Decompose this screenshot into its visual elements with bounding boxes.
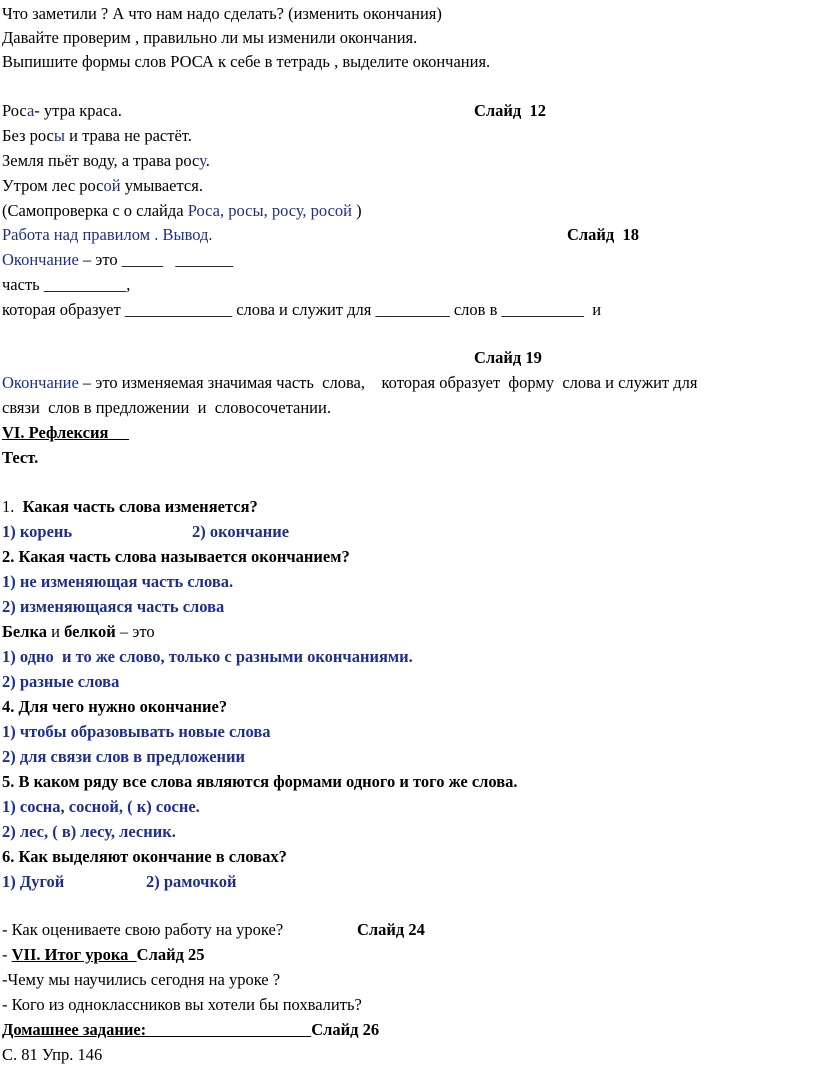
question-2-answer-2: 2) изменяющаяся часть слова [2,597,225,616]
poem-line-3 [2,149,210,174]
slide-25-label: Слайд 25 [136,945,205,964]
homework-heading: Домашнее задание: [2,1020,312,1039]
poem-text: Утром лес рос [2,176,104,195]
question-2-answer-1: 1) не изменяющая часть слова. [2,572,234,591]
question-text: – это [115,622,155,641]
poem-line-2 [2,124,192,149]
question-3-answer-1: 1) одно и то же слово, только с разными окончаниями. [2,647,413,666]
intro-line-1: Что заметили ? А что нам надо сделать? (изменить окончания) [2,4,442,23]
homework-line [2,1018,379,1043]
rule-definition-text: – это изменяемая значимая часть слова, которая образует форму слова и служит для [78,373,698,392]
summary-dash: - [2,945,12,964]
homework-exercise: С. 81 Упр. 146 [2,1045,103,1064]
question-4: 4. Для чего нужно окончание? [2,697,228,716]
slide-19-label: Слайд 19 [474,348,542,367]
question-6-answer-1: 1) Дугой [2,872,65,891]
learned-question: -Чему мы научились сегодня на уроке ? [2,970,281,989]
rule-title: Работа над правилом . Вывод. [2,225,213,244]
poem-text: и трава не растёт. [64,126,192,145]
summary-heading: VII. Итог урока [11,945,137,964]
question-4-answer-1: 1) чтобы образовывать новые слова [2,722,271,741]
rule-blank-line-1 [2,248,233,273]
question-text: и [47,622,65,641]
rule-blank-line-2: часть __________, [2,275,131,294]
question-text: Какая часть слова изменяется? [22,497,258,516]
intro-line-2: Давайте проверим , правильно ли мы изменили окончания. [2,28,418,47]
poem-line-1 [2,99,122,124]
intro-line-3: Выпишите формы слов РОСА к себе в тетрадь , выделите окончания. [2,52,491,71]
question-5: 5. В каком ряду все слова являются формами одного и того же слова. [2,772,518,791]
question-number: 1. [2,497,15,516]
question-1-answer-1: 1) корень [2,522,73,541]
test-heading: Тест. [2,448,39,467]
reflection-heading-text: VI. Рефлексия [2,423,109,442]
poem-text: умывается. [120,176,203,195]
word-ending: а [26,101,35,120]
poem-text: - утра краса. [34,101,122,120]
poem-line-4 [2,174,203,199]
word-ending: у [199,151,206,170]
slide-18-label: Слайд 18 [567,225,640,244]
question-3 [2,620,155,645]
question-5-answer-2: 2) лес, ( в) лесу, лесник. [2,822,176,841]
evaluation-question: - Как оцениваете свою работу на уроке? [2,920,284,939]
rule-definition-line-2: связи слов в предложении и словосочетании. [2,398,331,417]
question-word: белкой [64,622,116,641]
question-4-answer-2: 2) для связи слов в предложении [2,747,246,766]
praise-question: - Кого из одноклассников вы хотели бы похвалить? [2,995,362,1014]
question-2: 2. Какая часть слова называется окончанием? [2,547,350,566]
rule-definition-term: Окончание [2,373,79,392]
question-1 [2,495,258,520]
poem-text: . [205,151,210,170]
poem-text: Земля пьёт воду, а трава рос [2,151,200,170]
rule-text: – это _____ _______ [78,250,234,269]
rule-term: Окончание [2,250,79,269]
self-check-words: Роса, росы, росу, росой [187,201,352,220]
reflection-heading [2,421,129,446]
question-6-answer-2: 2) рамочкой [146,872,237,891]
question-1-answer-2: 2) окончание [192,522,290,541]
slide-24-label: Слайд 24 [357,920,425,939]
question-word: Белка [2,622,47,641]
self-check-text: ) [352,201,362,220]
slide-26-label: Слайд 26 [311,1020,380,1039]
word-stem: Рос [2,101,27,120]
question-6: 6. Как выделяют окончание в словах? [2,847,287,866]
rule-definition-line-1 [2,371,697,396]
question-3-answer-2: 2) разные слова [2,672,120,691]
rule-blank-line-3: которая образует _____________ слова и служит для _________ слов в __________ и [2,300,602,319]
summary-line [2,943,205,968]
word-ending: ой [103,176,121,195]
self-check-line [2,199,362,224]
word-ending: ы [53,126,65,145]
self-check-text: (Самопроверка с о слайда [2,201,188,220]
poem-text: Без рос [2,126,54,145]
slide-12-label: Слайд 12 [474,101,547,120]
question-5-answer-1: 1) сосна, сосной, ( к) сосне. [2,797,200,816]
